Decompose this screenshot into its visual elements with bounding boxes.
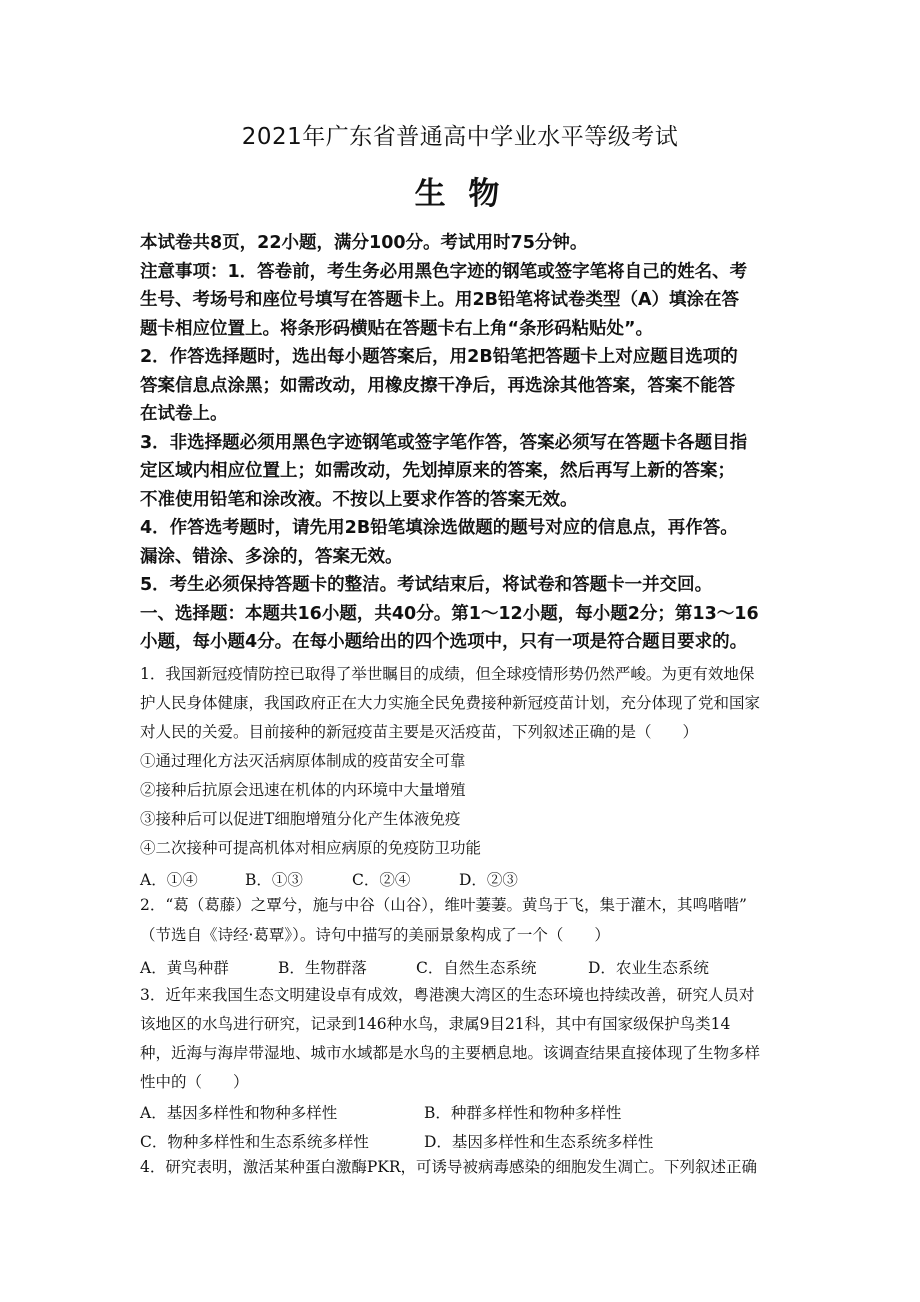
question-2-option-d: D．农业生态系统 — [588, 959, 709, 977]
question-1-option-a: A．①④ — [140, 871, 198, 889]
question-3-text: 种，近海与海岸带湿地、城市水域都是水鸟的主要栖息地。该调查结果直接体现了生物多样 — [140, 1044, 761, 1062]
notice-line: 生号、考场号和座位号填写在答题卡上。用2B铅笔将试卷类型（A）填涂在答 — [140, 290, 740, 310]
question-3-text: 3．近年来我国生态文明建设卓有成效，粤港澳大湾区的生态环境也持续改善，研究人员对 — [140, 986, 755, 1004]
question-1-text: 1．我国新冠疫情防控已取得了举世瞩目的成绩，但全球疫情形势仍然严峻。为更有效地保 — [140, 665, 755, 683]
question-3-option-b: B．种群多样性和物种多样性 — [424, 1104, 622, 1122]
notice-line: 不准使用铅笔和涂改液。不按以上要求作答的答案无效。 — [140, 490, 578, 510]
exam-info-line: 本试卷共8页，22小题，满分100分。考试用时75分钟。 — [140, 233, 588, 253]
question-1-statement: ③接种后可以促进T细胞增殖分化产生体液免疫 — [140, 810, 461, 828]
notice-line: 定区域内相应位置上；如需改动，先划掉原来的答案，然后再写上新的答案； — [140, 461, 735, 481]
question-1-statement: ①通过理化方法灭活病原体制成的疫苗安全可靠 — [140, 752, 466, 770]
question-1-statement: ②接种后抗原会迅速在机体的内环境中大量增殖 — [140, 781, 466, 799]
question-3-text: 性中的（ ） — [140, 1073, 249, 1091]
notice-line: 漏涂、错涂、多涂的，答案无效。 — [140, 547, 403, 567]
question-2-text: 2．“葛（葛藤）之覃兮，施与中谷（山谷），维叶萋萋。黄鸟于飞，集于灌木，其鸣喈喈” — [140, 896, 747, 914]
notice-line: 在试卷上。 — [140, 404, 228, 424]
notice-line: 注意事项：1．答卷前，考生务必用黑色字迹的钢笔或签字笔将自己的姓名、考 — [140, 262, 748, 282]
question-1-text: 对人民的关爱。目前接种的新冠疫苗主要是灭活疫苗，下列叙述正确的是（ ） — [140, 723, 699, 741]
question-2-option-b: B．生物群落 — [278, 959, 367, 977]
question-3-text: 该地区的水鸟进行研究，记录到146种水鸟，隶属9目21科，其中有国家级保护鸟类14 — [140, 1015, 731, 1033]
notice-line: 5．考生必须保持答题卡的整洁。考试结束后，将试卷和答题卡一并交回。 — [140, 575, 713, 595]
question-1-text: 护人民身体健康，我国政府正在大力实施全民免费接种新冠疫苗计划，充分体现了党和国家 — [140, 694, 761, 712]
exam-title: 2021年广东省普通高中学业水平等级考试 — [241, 124, 679, 150]
notice-line: 题卡相应位置上。将条形码横贴在答题卡右上角“条形码粘贴处”。 — [140, 319, 654, 339]
section-heading: 小题，每小题4分。在每小题给出的四个选项中，只有一项是符合题目要求的。 — [140, 632, 748, 652]
notice-line: 3．非选择题必须用黑色字迹钢笔或签字笔作答，答案必须写在答题卡各题目指 — [140, 433, 748, 453]
question-3-option-d: D．基因多样性和生态系统多样性 — [424, 1133, 654, 1151]
subject-title: 生 物 — [414, 176, 506, 212]
question-2-option-a: A．黄鸟种群 — [140, 959, 229, 977]
question-3-option-a: A．基因多样性和物种多样性 — [140, 1104, 338, 1122]
notice-line: 答案信息点涂黑；如需改动，用橡皮擦干净后，再选涂其他答案，答案不能答 — [140, 376, 735, 396]
question-1-option-b: B．①③ — [245, 871, 303, 889]
question-2-text: （节选自《诗经·葛覃》）。诗句中描写的美丽景象构成了一个（ ） — [140, 926, 610, 944]
question-2-option-c: C．自然生态系统 — [416, 959, 537, 977]
notice-line: 2．作答选择题时，选出每小题答案后，用2B铅笔把答题卡上对应题目选项的 — [140, 347, 738, 367]
question-1-option-d: D．②③ — [459, 871, 518, 889]
notice-line: 4．作答选考题时，请先用2B铅笔填涂选做题的题号对应的信息点，再作答。 — [140, 518, 738, 538]
question-4-text: 4．研究表明，激活某种蛋白激酶PKR，可诱导被病毒感染的细胞发生凋亡。下列叙述正确 — [140, 1158, 758, 1176]
question-1-option-c: C．②④ — [352, 871, 411, 889]
question-3-option-c: C．物种多样性和生态系统多样性 — [140, 1133, 369, 1151]
question-1-statement: ④二次接种可提高机体对相应病原的免疫防卫功能 — [140, 839, 482, 857]
section-heading: 一、选择题：本题共16小题，共40分。第1～12小题，每小题2分；第13～16 — [140, 604, 759, 624]
